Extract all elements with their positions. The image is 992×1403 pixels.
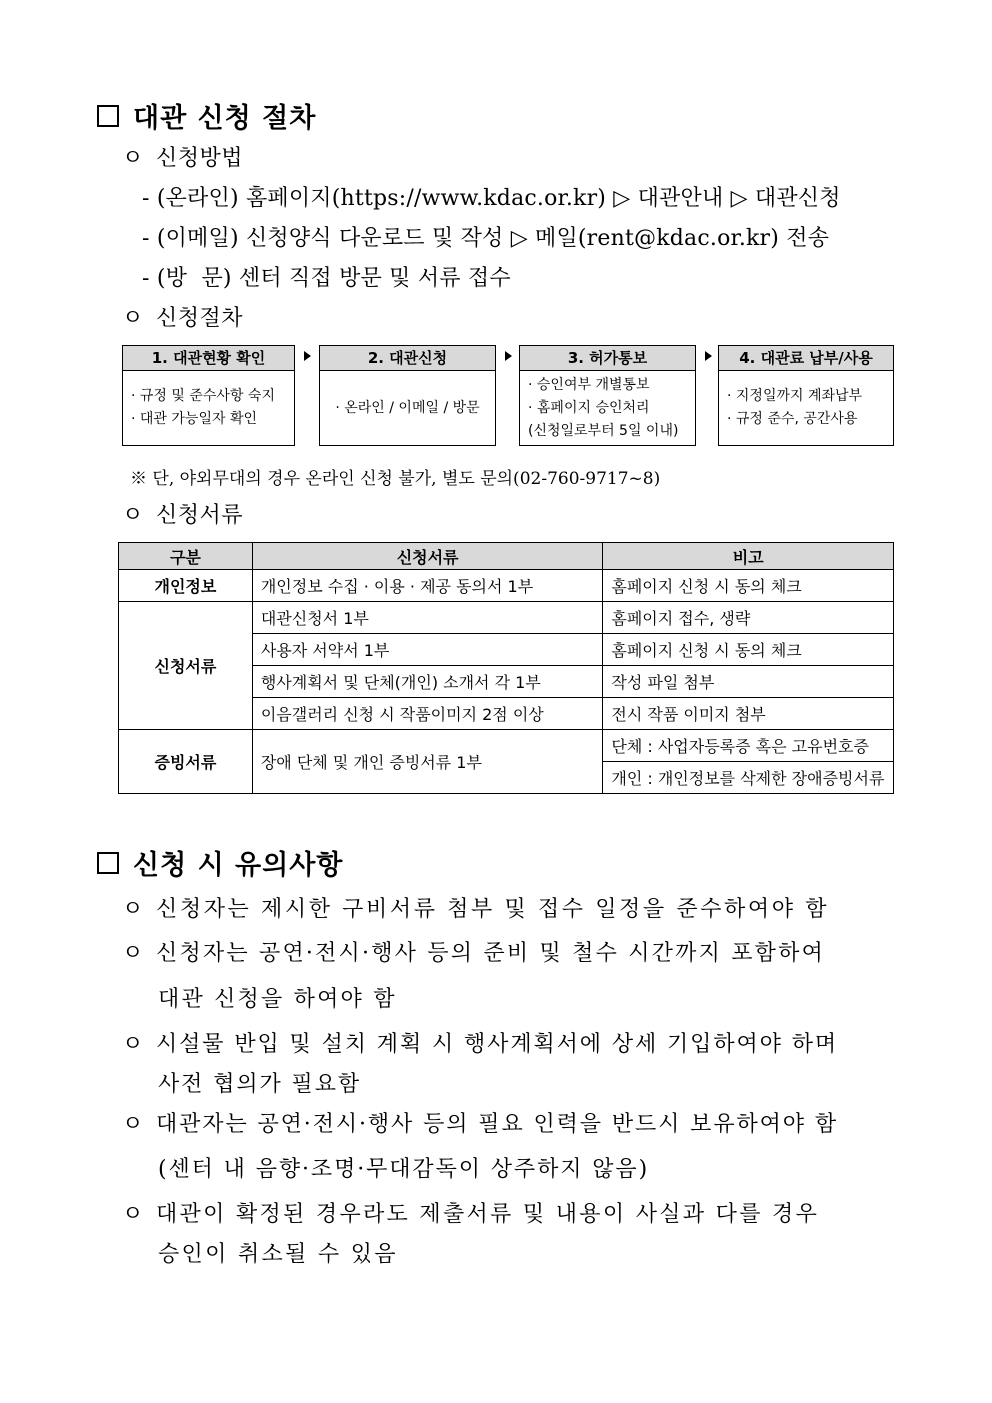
step-line: · 지정일까지 계좌납부 [727, 388, 863, 404]
circle-bullet-icon: ㅇ [122, 1032, 146, 1057]
method-label: 신청방법 [156, 146, 244, 171]
notice-text-cont: 대관 신청을 하여야 함 [158, 987, 397, 1012]
table-header-row [119, 543, 894, 570]
table-cell: 홈페이지 접수, 생략 [603, 602, 894, 634]
table-header: 비고 [603, 543, 894, 570]
circle-bullet-icon: ㅇ [122, 897, 146, 922]
circle-bullet-icon: ㅇ [122, 503, 144, 528]
table-category: 개인정보 [119, 570, 253, 602]
notice-text-cont: 승인이 취소될 수 있음 [158, 1242, 398, 1267]
documents-table [118, 542, 894, 794]
step-line: · 규정 및 준수사항 숙지 [131, 388, 275, 404]
procedure-step-2 [319, 345, 496, 446]
circle-bullet-icon: ㅇ [122, 306, 144, 331]
notice-item-4 [122, 1107, 838, 1138]
table-row [119, 730, 894, 762]
section-heading-procedure [97, 96, 316, 135]
square-box-icon [97, 852, 119, 874]
step-body [320, 371, 495, 445]
method-item-visit: - (방 문) 센터 직접 방문 및 서류 접수 [142, 266, 511, 291]
step-line: · 규정 준수, 공간사용 [727, 411, 858, 427]
triangle-arrow-icon [505, 351, 512, 361]
step-line: · 대관 가능일자 확인 [131, 411, 257, 427]
method-label-row [122, 141, 243, 172]
table-cell: 행사계획서 및 단체(개인) 소개서 각 1부 [252, 666, 603, 698]
table-header: 구분 [119, 543, 253, 570]
table-cell: 개인정보 수집 · 이용 · 제공 동의서 1부 [252, 570, 603, 602]
notice-text-cont: 사전 협의가 필요함 [158, 1072, 362, 1097]
procedure-step-3 [519, 345, 696, 446]
square-box-icon [97, 105, 119, 127]
notice-item-3 [122, 1027, 838, 1058]
step-line: · 온라인 / 이메일 / 방문 [335, 399, 480, 416]
table-cell: 전시 작품 이미지 첨부 [603, 698, 894, 730]
circle-bullet-icon: ㅇ [122, 941, 146, 966]
table-category: 증빙서류 [119, 730, 253, 794]
notice-text-cont: (센터 내 음향·조명·무대감독이 상주하지 않음) [158, 1157, 650, 1182]
table-cell: 단체 : 사업자등록증 혹은 고유번호증 [603, 730, 894, 762]
table-cell: 이음갤러리 신청 시 작품이미지 2점 이상 [252, 698, 603, 730]
table-cell: 홈페이지 신청 시 동의 체크 [603, 570, 894, 602]
notice-item-1 [122, 892, 829, 923]
procedure-step-1 [122, 345, 295, 446]
documents-label: 신청서류 [156, 503, 244, 528]
step-body [719, 371, 893, 445]
table-category: 신청서류 [119, 602, 253, 730]
step-body [123, 371, 294, 445]
notice-text: 대관자는 공연·전시·행사 등의 필요 인력을 반드시 보유하여야 함 [156, 1112, 838, 1137]
circle-bullet-icon: ㅇ [122, 146, 144, 171]
method-item-email: - (이메일) 신청양식 다운로드 및 작성 ▷ 메일(rent@kdac.or.kr) 전송 [142, 226, 830, 251]
notice-text: 신청자는 공연·전시·행사 등의 준비 및 철수 시간까지 포함하여 [156, 941, 826, 966]
table-row [119, 602, 894, 634]
table-cell: 대관신청서 1부 [252, 602, 603, 634]
notice-text: 신청자는 제시한 구비서류 첨부 및 접수 일정을 준수하여야 함 [156, 897, 830, 922]
step-line: (신청일로부터 5일 이내) [528, 422, 679, 439]
section-title: 대관 신청 절차 [133, 103, 317, 134]
table-row [119, 570, 894, 602]
circle-bullet-icon: ㅇ [122, 1202, 146, 1227]
procedure-note: ※ 단, 야외무대의 경우 온라인 신청 불가, 별도 문의(02-760-9717~8) [130, 469, 661, 489]
procedure-label-row [122, 301, 243, 332]
method-item-online: - (온라인) 홈페이지(https://www.kdac.or.kr) ▷ 대관안내 ▷ 대관신청 [142, 186, 841, 211]
procedure-step-4 [718, 345, 894, 446]
step-line: · 승인여부 개별통보 [528, 376, 650, 393]
table-cell: 홈페이지 신청 시 동의 체크 [603, 634, 894, 666]
section-title: 신청 시 유의사항 [133, 850, 344, 881]
documents-label-row [122, 498, 243, 529]
step-title: 3. 허가통보 [520, 346, 695, 371]
table-cell: 장애 단체 및 개인 증빙서류 1부 [252, 730, 603, 794]
procedure-label: 신청절차 [156, 306, 244, 331]
notice-text: 대관이 확정된 경우라도 제출서류 및 내용이 사실과 다를 경우 [156, 1202, 820, 1227]
triangle-arrow-icon [304, 351, 311, 361]
notice-item-5 [122, 1197, 819, 1228]
notice-item-2 [122, 936, 825, 967]
notice-text: 시설물 반입 및 설치 계획 시 행사계획서에 상세 기입하여야 하며 [156, 1032, 838, 1057]
step-title: 4. 대관료 납부/사용 [719, 346, 893, 371]
step-line: · 홈페이지 승인처리 [528, 399, 650, 416]
step-title: 2. 대관신청 [320, 346, 495, 371]
step-body [520, 371, 695, 445]
table-cell: 개인 : 개인정보를 삭제한 장애증빙서류 [603, 762, 894, 794]
table-cell: 사용자 서약서 1부 [252, 634, 603, 666]
table-cell: 작성 파일 첨부 [603, 666, 894, 698]
table-header: 신청서류 [252, 543, 603, 570]
section-heading-notes [97, 843, 343, 882]
circle-bullet-icon: ㅇ [122, 1112, 146, 1137]
step-title: 1. 대관현황 확인 [123, 346, 294, 371]
triangle-arrow-icon [705, 351, 712, 361]
